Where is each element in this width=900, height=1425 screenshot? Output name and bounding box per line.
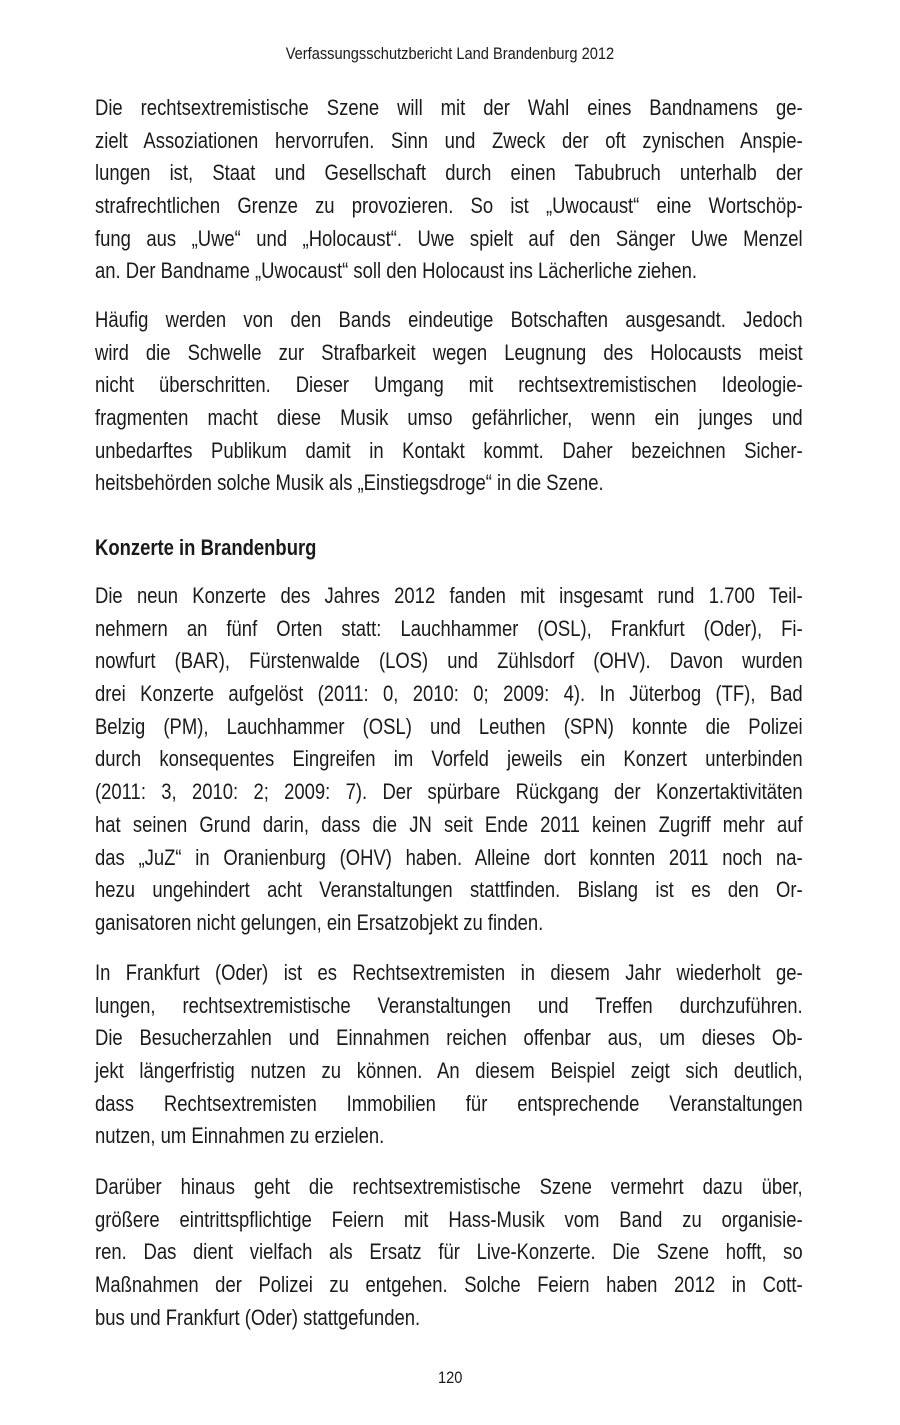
text-line: Maßnahmen der Polizei zu entgehen. Solche Feiern haben 2012 in Cott- <box>95 1272 803 1298</box>
section-heading: Konzerte in Brandenburg <box>95 535 317 560</box>
text-line: Die Besucherzahlen und Einnahmen reichen offenbar aus, um dieses Ob- <box>95 1025 803 1051</box>
paragraph <box>95 957 803 1153</box>
text-line: unbedarftes Publikum damit in Kontakt kommt. Daher bezeichnen Sicher- <box>95 437 803 463</box>
paragraph <box>95 304 803 500</box>
text-line: wird die Schwelle zur Strafbarkeit wegen Leugnung des Holocausts meist <box>95 339 803 365</box>
text-line: drei Konzerte aufgelöst (2011: 0, 2010: 0; 2009: 4). In Jüterbog (TF), Bad <box>95 681 803 707</box>
text-line: größere eintrittspflichtige Feiern mit Hass-Musik vom Band zu organisie- <box>95 1206 803 1232</box>
page-number-text: 120 <box>437 1368 463 1387</box>
text-line: Belzig (PM), Lauchhammer (OSL) und Leuthen (SPN) konnte die Polizei <box>95 713 803 739</box>
text-line: heitsbehörden solche Musik als „Einstiegsdroge“ in die Szene. <box>95 470 604 496</box>
text-line: nicht überschritten. Dieser Umgang mit rechtsextremistischen Ideologie- <box>95 372 803 398</box>
text-line: nowfurt (BAR), Fürstenwalde (LOS) und Zühlsdorf (OHV). Davon wurden <box>95 648 803 674</box>
header-text: Verfassungsschutzbericht Land Brandenburg 2012 <box>285 44 615 63</box>
text-line: fung aus „Uwe“ und „Holocaust“. Uwe spielt auf den Sänger Uwe Menzel <box>95 225 803 251</box>
text-line: nutzen, um Einnahmen zu erzielen. <box>95 1123 385 1149</box>
paragraph <box>95 1171 803 1334</box>
text-line: das „JuZ“ in Oranienburg (OHV) haben. Alleine dort konnten 2011 noch na- <box>95 844 803 870</box>
text-line: jekt längerfristig nutzen zu können. An diesem Beispiel zeigt sich deutlich, <box>95 1058 803 1084</box>
text-line: hat seinen Grund darin, dass die JN seit Ende 2011 keinen Zugriff mehr auf <box>95 811 803 837</box>
text-line: ganisatoren nicht gelungen, ein Ersatzobjekt zu finden. <box>95 909 544 935</box>
text-line: nehmern an fünf Orten statt: Lauchhammer (OSL), Frankfurt (Oder), Fi- <box>95 615 803 641</box>
text-line: fragmenten macht diese Musik umso gefährlicher, wenn ein junges und <box>95 405 803 431</box>
paragraph <box>95 580 803 940</box>
text-line: lungen ist, Staat und Gesellschaft durch einen Tabubruch unterhalb der <box>95 160 803 186</box>
page-number <box>0 1366 900 1390</box>
text-line: hezu ungehindert acht Veranstaltungen stattfinden. Bislang ist es den Or- <box>95 877 803 903</box>
running-header <box>0 42 900 66</box>
text-line: In Frankfurt (Oder) ist es Rechtsextremisten in diesem Jahr wiederholt ge- <box>95 960 803 985</box>
section-heading-block <box>95 532 803 565</box>
text-line: strafrechtlichen Grenze zu provozieren. So ist „Uwocaust“ eine Wortschöp- <box>95 193 803 219</box>
text-line: (2011: 3, 2010: 2; 2009: 7). Der spürbare Rückgang der Konzertaktivitäten <box>95 779 803 805</box>
text-line: bus und Frankfurt (Oder) stattgefunden. <box>95 1304 421 1330</box>
text-line: durch konsequentes Eingreifen im Vorfeld jeweils ein Konzert unterbinden <box>95 746 803 772</box>
paragraph <box>95 92 803 288</box>
text-line: Die rechtsextremistische Szene will mit der Wahl eines Bandnamens ge- <box>95 95 803 120</box>
text-line: an. Der Bandname „Uwocaust“ soll den Holocaust ins Lächerliche ziehen. <box>95 258 697 284</box>
text-line: Häufig werden von den Bands eindeutige Botschaften ausgesandt. Jedoch <box>95 307 803 332</box>
text-line: ren. Das dient vielfach als Ersatz für Live-Konzerte. Die Szene hofft, so <box>95 1239 803 1265</box>
text-line: Die neun Konzerte des Jahres 2012 fanden mit insgesamt rund 1.700 Teil- <box>95 583 803 608</box>
text-line: lungen, rechtsextremistische Veranstaltungen und Treffen durchzuführen. <box>95 992 803 1018</box>
text-line: dass Rechtsextremisten Immobilien für entsprechende Veranstaltungen <box>95 1090 803 1116</box>
text-line: zielt Assoziationen hervorrufen. Sinn und Zweck der oft zynischen Anspie- <box>95 127 803 153</box>
text-line: Darüber hinaus geht die rechtsextremistische Szene vermehrt dazu über, <box>95 1174 803 1199</box>
